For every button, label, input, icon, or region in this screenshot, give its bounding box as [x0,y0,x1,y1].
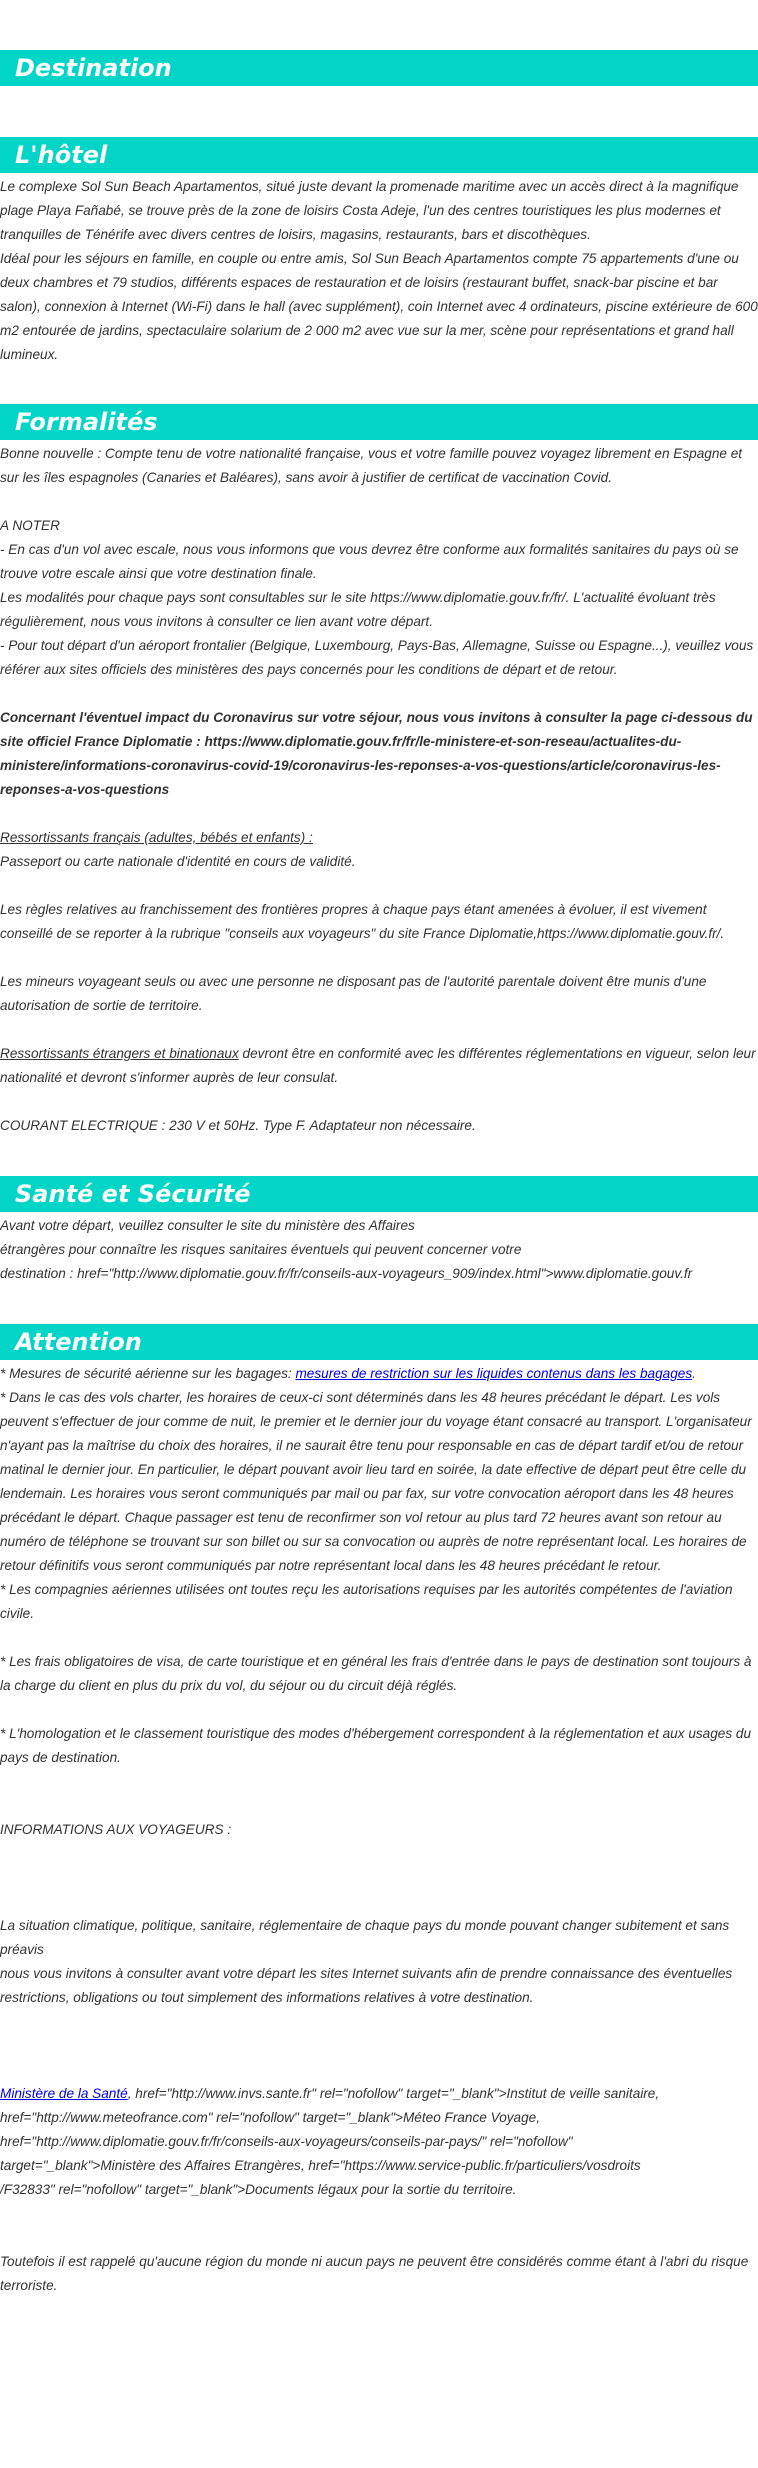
sites-links-line-5: /F32833" rel="nofollow" target="_blank">Documents légaux pour la sortie du territoire. [0,2182,517,2197]
sante-line-1: Avant votre départ, veuillez consulter le site du ministère des Affaires [0,1218,415,1233]
homologation: * L'homologation et le classement touristique des modes d'hébergement correspondent à la réglementation et aux usages du pays de destination. [0,1726,752,1765]
ressortissants-francais-text: Passeport ou carte nationale d'identité en cours de validité. [0,854,356,869]
sites-links-line-4: target="_blank">Ministère des Affaires Etrangères, href="https://www.service-public.fr/particuliers/vosdroits [0,2158,641,2173]
sante-line-3: destination : href="http://www.diplomatie.gouv.fr/fr/conseils-aux-voyageurs_909/index.html">www.diplomatie.gouv.fr [0,1266,693,1281]
situation-line-2: nous vous invitons à consulter avant votre départ les sites Internet suivants afin de prendre connaissance des éventuelles restrictions, obligations ou tout simplement des informations relatives à votre destination. [0,1966,733,2005]
ressortissants-francais-title: Ressortissants français (adultes, bébés et enfants) : [0,830,313,845]
formalites-intro: Bonne nouvelle : Compte tenu de votre nationalité française, vous et votre famille pouvez voyagez librement en Espagne et sur les îles espagnoles (Canaries et Baléares), sans avoir à justifier de certificat de vaccination Covid. [0,446,743,485]
compagnies-aeriennes: * Les compagnies aériennes utilisées ont toutes reçu les autorisations requises par les autorités compétentes de l'aviation civile. [0,1582,733,1621]
vols-charter: * Dans le cas des vols charter, les horaires de ceux-ci sont déterminés dans les 48 heures précédant le départ. Les vols peuvent s'effectuer de jour comme de nuit, le premier et le dernier jour du voyage étant consacré au transport. L'organisateur n'ayant pas la maîtrise du choix des horaires, il ne saurait être tenu pour responsable en cas de départ tardif et/ou de retour matinal le dernier jour. En particulier, le départ pouvant avoir lieu tard en soirée, la date effective de départ peut être celle du lendemain. Les horaires vous seront communiqués par mail ou par fax, sur votre convocation aéroport dans les 48 heures précédant le départ. Chaque passager est tenu de reconfirmer son vol retour au plus tard 72 heures avant son retour au numéro de téléphone se trouvant sur son billet ou sur sa convocation ou auprès de notre représentant local. Les horaires de retour définitifs vous seront communiqués par notre représentant local dans les 48 heures précédant le retour. [0,1390,752,1573]
a-noter-escale: - En cas d'un vol avec escale, nous vous informons que vous devrez être conforme aux formalités sanitaires du pays où se trouve votre escale ainsi que votre destination finale. [0,542,739,581]
section-header-sante: Santé et Sécurité [0,1176,758,1212]
frontieres-rules: Les règles relatives au franchissement des frontières propres à chaque pays étant amenées à évoluer, il est vivement conseillé de se reporter à la rubrique "conseils aux voyageurs" du site France Diplomatie,https://www.diplomatie.gouv.fr/. [0,902,725,941]
sites-links-line-1-text: , href="http://www.invs.sante.fr" rel="nofollow" target="_blank">Institut de veille sanitaire, [127,2086,660,2101]
ressortissants-etrangers-text: devront être en conformité avec les différentes réglementations en vigueur, selon leur nationalité et devront s'informer auprès de leur consulat. [0,1046,756,1085]
ministere-sante-link[interactable]: Ministère de la Santé [0,2086,128,2101]
coronavirus-notice: Concernant l'éventuel impact du Coronavirus sur votre séjour, nous vous invitons à consulter la page ci-dessous du site officiel France Diplomatie : https://www.diplomatie.gouv.fr/fr/le-ministere-et-son-reseau/actualites-du-ministere/informations-coronavirus-covid-19/coronavirus-les-reponses-a-vos-questions/article/coronavirus-les-reponses-a-vos-questions [0,710,753,797]
risque-terroriste: Toutefois il est rappelé qu'aucune région du monde ni aucun pays ne peuvent être considérés comme étant à l'abri du risque terroriste. [0,2254,749,2293]
securite-aerienne-prefix: * Mesures de sécurité aérienne sur les bagages: [0,1366,296,1381]
mineurs-notice: Les mineurs voyageant seuls ou avec une personne ne disposant pas de l'autorité parentale doivent être munis d'une autorisation de sortie de territoire. [0,974,707,1013]
a-noter-modalites: Les modalités pour chaque pays sont consultables sur le site https://www.diplomatie.gouv.fr/fr/. L'actualité évoluant très régulièrement, nous vous invitons à consulter ce lien avant votre départ. [0,590,716,629]
sites-links-line-2: href="http://www.meteofrance.com" rel="nofollow" target="_blank">Méteo France Voyage, [0,2110,541,2125]
a-noter-title: A NOTER [0,518,60,533]
ressortissants-etrangers [0,1042,758,1090]
frais-obligatoires: * Les frais obligatoires de visa, de carte touristique et en général les frais d'entrée dans le pays de destination sont toujours à la charge du client en plus du prix du vol, du séjour ou du circuit déjà réglés. [0,1654,752,1693]
section-header-hotel: L'hôtel [0,137,758,173]
section-header-attention: Attention [0,1324,758,1360]
situation-line-1: La situation climatique, politique, sanitaire, réglementaire de chaque pays du monde pouvant changer subitement et sans préavis [0,1918,730,1957]
securite-aerienne-suffix: . [692,1366,696,1381]
liquides-restriction-link[interactable]: mesures de restriction sur les liquides contenus dans les bagages [295,1366,693,1381]
hotel-description: Le complexe Sol Sun Beach Apartamentos, situé juste devant la promenade maritime avec un accès direct à la magnifique plage Playa Fañabé, se trouve près de la zone de loisirs Costa Adeje, l'un des centres touristiques les plus modernes et tranquilles de Ténérife avec divers centres de loisirs, magasins, restaurants, bars et discothèques. [0,179,739,242]
sites-links-line-3: href="http://www.diplomatie.gouv.fr/fr/conseils-aux-voyageurs/conseils-par-pays/" rel="nofollow" [0,2134,573,2149]
section-header-destination: Destination [0,50,758,86]
a-noter-frontalier: - Pour tout départ d'un aéroport frontalier (Belgique, Luxembourg, Pays-Bas, Allemagne, Suisse ou Espagne...), veuillez vous référer aux sites officiels des ministères des pays concernés pour les conditions de départ et de retour. [0,638,754,677]
ressortissants-etrangers-title: Ressortissants étrangers et binationaux [0,1046,239,1061]
sites-links-line-1 [0,2082,758,2106]
courant-electrique: COURANT ELECTRIQUE : 230 V et 50Hz. Type F. Adaptateur non nécessaire. [0,1118,476,1133]
informations-voyageurs-title: INFORMATIONS AUX VOYAGEURS : [0,1822,232,1837]
sante-line-2: étrangères pour connaître les risques sanitaires éventuels qui peuvent concerner votre [0,1242,522,1257]
hotel-amenities: Idéal pour les séjours en famille, en couple ou entre amis, Sol Sun Beach Apartamentos compte 75 appartements d'une ou deux chambres et 79 studios, différents espaces de restauration et de loisirs (restaurant buffet, snack-bar piscine et bar salon), connexion à Internet (Wi-Fi) dans le hall (avec supplément), coin Internet avec 4 ordinateurs, piscine extérieure de 600 m2 entourée de jardins, spectaculaire solarium de 2 000 m2 avec vue sur la mer, scène pour représentations et grand hall lumineux. [0,251,758,362]
securite-aerienne [0,1362,758,1386]
section-header-formalites: Formalités [0,404,758,440]
